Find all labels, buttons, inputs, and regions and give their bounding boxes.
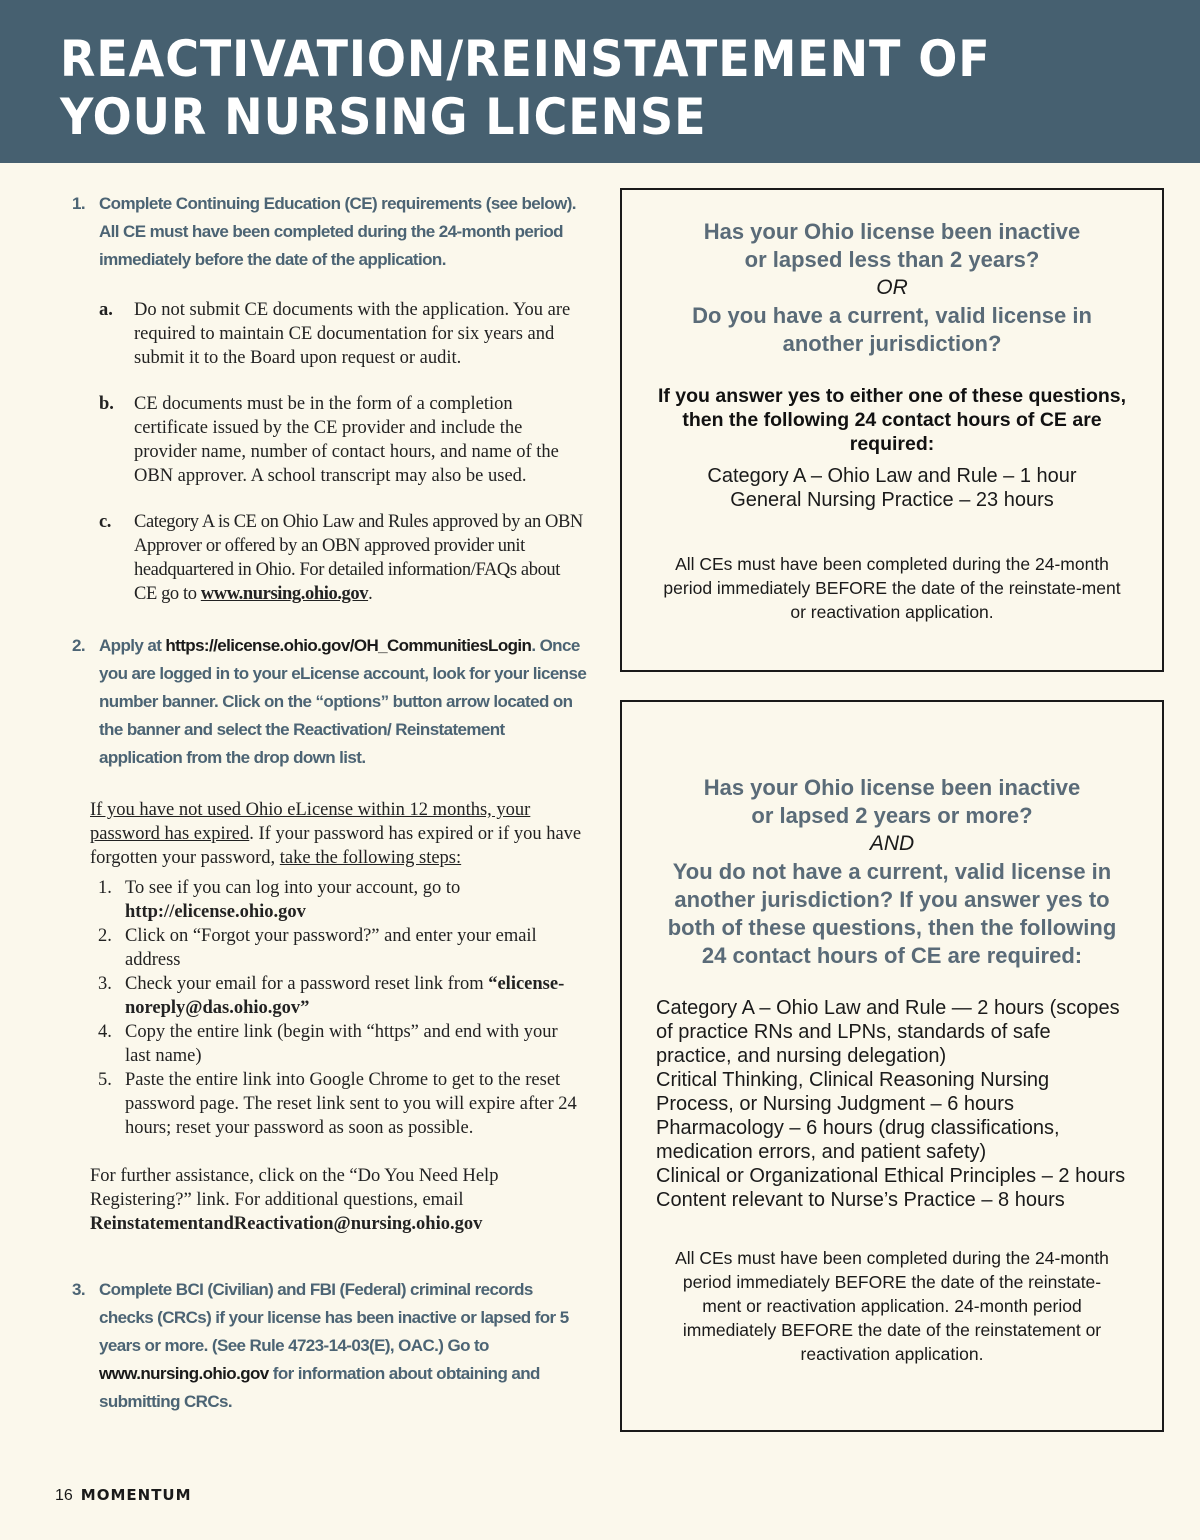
pw-step-2 <box>62 924 587 972</box>
assist-text: For further assistance, click on the “Do You Need Help Registering?” link. For additional questions, email <box>90 1166 499 1210</box>
pw-step-3 <box>62 972 587 1020</box>
box2-requirement: Clinical or Organizational Ethical Principles – 2 hours <box>656 1165 1126 1187</box>
box1-answer: If you answer yes to either one of these questions, then the following 24 contact hours of CE are required: <box>657 385 1127 455</box>
step-1-item-a <box>62 298 587 370</box>
item-letter: a. <box>99 300 113 320</box>
apply-dot: . <box>531 636 536 655</box>
reinstatement-email-link[interactable]: ReinstatementandReactivation@nursing.ohio.gov <box>90 1214 483 1234</box>
step-2-title <box>62 632 587 772</box>
pw-mid-text: . If your password has expired or if you have forgotten your password, <box>90 824 582 868</box>
pw-step-4 <box>62 1020 587 1068</box>
pw-step-number: 1. <box>98 878 112 898</box>
box2-question-1: Has your Ohio license been inactive or lapsed 2 years or more? <box>703 775 1081 828</box>
box1-requirement-2: General Nursing Practice – 23 hours <box>730 489 1054 511</box>
step-3-text: Complete BCI (Civilian) and FBI (Federal) criminal records checks (CRCs) if your license has been inactive or lapsed for 5 years or more. (See Rule 4723-14-03(E), OAC.) Go to <box>99 1280 569 1355</box>
pw-step-text: To see if you can log into your account, go to <box>125 878 461 898</box>
pw-step-1 <box>62 876 587 924</box>
pw-step-text: Paste the entire link into Google Chrome to get to the reset password page. The reset link sent to you will expire after 24 hours; reset your password as soon as possible. <box>125 1070 577 1138</box>
item-letter: c. <box>99 512 112 532</box>
pw-step-number: 2. <box>98 926 112 946</box>
page-number: 16 <box>55 1487 73 1504</box>
item-letter: b. <box>99 394 114 414</box>
step-3-title <box>62 1276 587 1416</box>
magazine-brand: MOMENTUM <box>80 1486 192 1504</box>
pw-step-text: Check your email for a password reset link from <box>125 974 489 994</box>
box2-requirements <box>656 996 1128 1212</box>
password-expired-note <box>62 798 587 870</box>
pw-step-number: 4. <box>98 1022 112 1042</box>
step-2-text: Once you are logged in to your eLicense account, look for your license number banner. Click on the “options” button arrow located on the banner and select the Reactivation/ Reinstatement application from the drop down list. <box>99 636 587 767</box>
assistance-note <box>62 1164 587 1236</box>
step-1-title <box>62 190 587 274</box>
box2-conjunction: AND <box>869 832 915 855</box>
box2-note: All CEs must have been completed during the 24-month period immediately BEFORE the date of the reinstate-ment or reactivation application. 24-month period immediately BEFORE the date of the reinstatement or reactivation application. <box>675 1248 1109 1364</box>
elicense-login-link[interactable]: https://elicense.ohio.gov/OH_CommunitiesLogin <box>165 636 532 655</box>
step-2-number: 2. <box>72 636 85 655</box>
box2-requirement: Content relevant to Nurse’s Practice – 8 hours <box>656 1189 1065 1211</box>
step-3-number: 3. <box>72 1280 85 1299</box>
step-3-text-end: for information about obtaining and submitting CRCs. <box>99 1364 540 1411</box>
box2-requirement: Pharmacology – 6 hours (drug classifications, medication errors, and patient safety) <box>656 1117 1060 1163</box>
pw-step-5 <box>62 1068 587 1140</box>
header-banner <box>0 0 1200 163</box>
page-title <box>60 30 991 146</box>
pw-step-number: 5. <box>98 1070 112 1090</box>
box1-requirement-1: Category A – Ohio Law and Rule – 1 hour <box>707 465 1077 487</box>
box2-requirement: Critical Thinking, Clinical Reasoning Nursing Process, or Nursing Judgment – 6 hours <box>656 1069 1050 1115</box>
step-1-text: Complete Continuing Education (CE) requirements (see below). All CE must have been completed during the 24-month period immediately before the date of the application. <box>99 194 576 269</box>
left-column <box>62 190 587 1416</box>
step-1-number: 1. <box>72 194 85 213</box>
elicense-home-link[interactable]: http://elicense.ohio.gov <box>125 902 306 922</box>
box2-requirement: Category A – Ohio Law and Rule — 2 hours (scopes of practice RNs and LPNs, standards of safe practice, and nursing delegation) <box>656 997 1120 1067</box>
item-text: CE documents must be in the form of a completion certificate issued by the CE provider and include the provider name, number of contact hours, and name of the OBN approver. A school transcript may also be used. <box>134 394 559 486</box>
title-line-1: REACTIVATION/REINSTATEMENT OF <box>60 30 991 88</box>
box2-question-2: You do not have a current, valid license in another jurisdiction? If you answer yes to both of these questions, then the following 24 contact hours of CE are required: <box>667 859 1117 968</box>
item-text-end: . <box>368 584 373 604</box>
pw-expired-underline: If you have not used Ohio eLicense within 12 months, your password has expired <box>90 800 531 844</box>
pw-step-text: Click on “Forgot your password?” and enter your email address <box>125 926 537 970</box>
ce-box-less-than-2-years <box>620 188 1164 672</box>
noreply-email: “elicense-noreply@das.ohio.gov” <box>125 974 565 1018</box>
pw-step-text: Copy the entire link (begin with “https” and end with your last name) <box>125 1022 558 1066</box>
pw-steps-underline: take the following steps: <box>279 848 462 868</box>
page-footer <box>55 1486 192 1505</box>
box1-question-2: Do you have a current, valid license in another jurisdiction? <box>692 303 1092 356</box>
step-1-item-b <box>62 392 587 488</box>
item-text: Do not submit CE documents with the application. You are required to maintain CE documentation for six years and submit it to the Board upon request or audit. <box>134 300 571 368</box>
box1-conjunction: OR <box>876 276 908 299</box>
nursing-site-link[interactable]: www.nursing.ohio.gov <box>200 584 369 604</box>
apply-prefix: Apply at <box>99 636 166 655</box>
ce-box-2-years-or-more <box>620 700 1164 1432</box>
box1-question-1: Has your Ohio license been inactive or lapsed less than 2 years? <box>703 219 1081 272</box>
pw-step-number: 3. <box>98 974 112 994</box>
nursing-site-link-2[interactable]: www.nursing.ohio.gov <box>99 1364 269 1383</box>
title-line-2: YOUR NURSING LICENSE <box>60 88 707 146</box>
box1-note: All CEs must have been completed during the 24-month period immediately BEFORE the date of the reinstate-ment or reactivation application. <box>663 554 1121 622</box>
step-1-item-c <box>62 510 587 606</box>
item-text: Category A is CE on Ohio Law and Rules approved by an OBN Approver or offered by an OBN approved provider unit headquartered in Ohio. For detailed information/FAQs about CE go to <box>134 512 583 604</box>
